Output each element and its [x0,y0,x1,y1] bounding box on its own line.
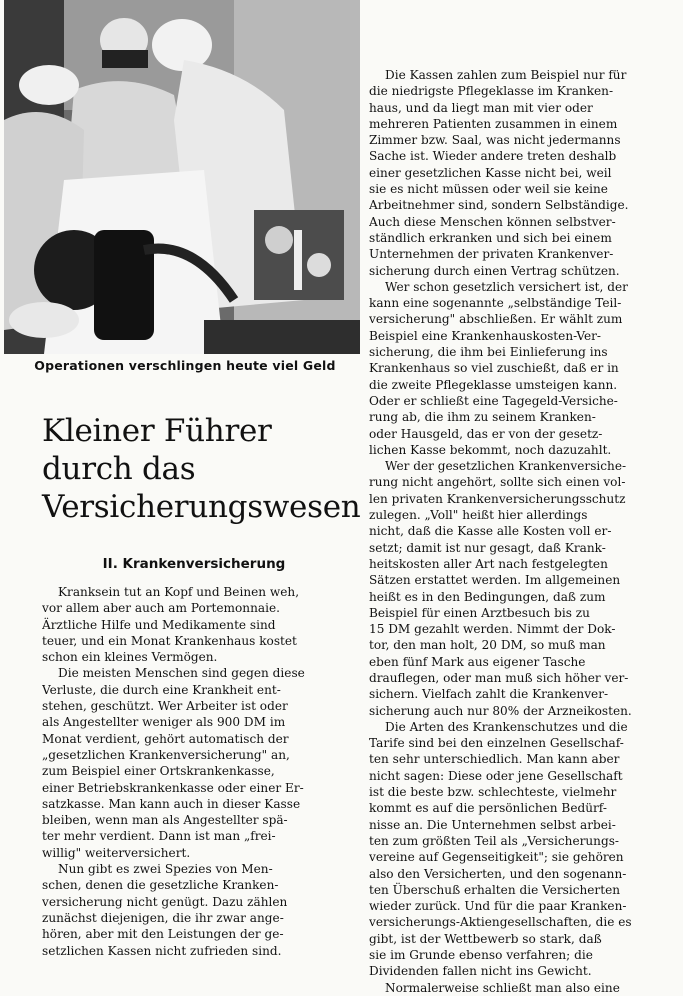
text-line: Wer schon gesetzlich versichert ist, der [385,279,628,294]
text-line: ten zum größten Teil als „Versicherungs- [369,833,619,848]
text-line: ständlich erkranken und sich bei einem [369,230,612,245]
article-headline [42,412,362,526]
text-line: satzkasse. Man kann auch in dieser Kasse [42,796,301,811]
text-line: tor, den man holt, 20 DM, so muß man [369,638,606,653]
text-line: die niedrigste Pflegeklasse im Kranken- [369,84,614,99]
text-line: kommt es auf die persönlichen Bedürf- [369,801,607,816]
text-line: Tarife sind bei den einzelnen Gesellschaf- [369,736,624,751]
text-line: sicherung, die ihm bei Einlieferung ins [369,345,608,360]
text-line: die zweite Pflegeklasse umsteigen kann. [369,377,618,392]
text-line: vereine auf Gegenseitigkeit"; sie gehören [369,850,624,865]
text-line: rung nicht angehört, sollte sich einen vol- [369,475,626,490]
text-line: einer Betriebskrankenkasse oder einer Er- [42,780,304,795]
headline-line: Versicherungswesen [42,489,361,525]
text-line: ter mehr verdient. Dann ist man „frei- [42,829,276,844]
text-line: heißt es in den Bedingungen, daß zum [369,589,606,604]
right-column [369,67,672,996]
text-line: schon ein kleines Vermögen. [42,650,218,665]
text-line: Nun gibt es zwei Spezies von Men- [58,862,273,877]
text-line: Wer der gesetzlichen Krankenversiche- [385,459,627,474]
text-line: Beispiel eine Krankenhauskosten-Ver- [369,328,601,343]
text-line: bleiben, wenn man als Angestellter spä- [42,813,288,828]
photo-caption: Operationen verschlingen heute viel Geld [34,358,336,373]
text-line: als Angestellter weniger als 900 DM im [42,715,286,730]
text-line: drauflegen, oder man muß sich höher ver- [369,670,629,685]
text-line: setzt; damit ist nur gesagt, daß Krank- [369,540,606,555]
text-line: Zimmer bzw. Saal, was nicht jedermanns [369,133,621,148]
text-line: 15 DM gezahlt werden. Nimmt der Dok- [369,622,616,637]
text-line: Arbeitnehmer sind, sondern Selbständige. [369,198,629,213]
text-line: kann eine sogenannte „selbständige Teil- [369,296,622,311]
text-line: Sätzen erstattet werden. Im allgemeinen [369,573,621,588]
text-line: gibt, ist der Wettbewerb so stark, daß [369,931,602,946]
paragraph [369,980,672,996]
text-line: setzlichen Kassen nicht zufrieden sind. [42,943,282,958]
text-line: zum Beispiel einer Ortskrankenkasse, [42,764,275,779]
text-line: nisse an. Die Unternehmen selbst arbei- [369,817,616,832]
text-line: versicherungs-Aktiengesellschaften, die es [369,915,632,930]
text-line: Krankenhaus so viel zuschießt, daß er in [369,361,619,376]
paragraph [42,665,342,861]
text-line: Die meisten Menschen sind gegen diese [58,666,305,681]
text-line: Kranksein tut an Kopf und Beinen weh, [58,585,300,599]
text-line: ten Überschuß erhalten die Versicherten [369,882,621,897]
text-line: ist die beste bzw. schlechteste, vielmehr [369,785,617,800]
text-line: ten sehr unterschiedlich. Man kann aber [369,752,620,767]
text-line: also den Versicherten, und den sogenann- [369,866,627,881]
paragraph [42,584,342,665]
text-line: sie es nicht müssen oder weil sie keine [369,182,608,197]
text-line: Die Kassen zahlen zum Beispiel nur für [385,68,627,82]
text-line: sie im Grunde ebenso verfahren; die [369,948,593,963]
text-line: sicherung auch nur 80% der Arzneikosten. [369,703,632,718]
text-line: lichen Kasse bekommt, noch dazuzahlt. [369,442,612,457]
text-line: sichern. Vielfach zahlt die Krankenver- [369,687,609,702]
text-line: rung ab, die ihm zu seinem Kranken- [369,410,596,425]
headline-line: Kleiner Führer [42,413,272,449]
text-line: vor allem aber auch am Portemonnaie. [42,601,280,616]
text-line: zunächst diejenigen, die ihr zwar ange- [42,910,284,925]
text-line: versicherung" abschließen. Er wählt zum [369,312,623,327]
text-line: heitskosten aller Art nach festgelegten [369,556,608,571]
text-line: Verluste, die durch eine Krankheit ent- [42,682,281,697]
text-line: schen, denen die gesetzliche Kranken- [42,878,279,893]
surgery-photo [4,0,360,354]
surgery-photo-illustration [4,0,360,354]
text-line: wieder zurück. Und für die paar Kranken- [369,899,627,914]
text-line: Auch diese Menschen können selbstver- [369,214,616,229]
text-line: Unternehmen der privaten Krankenver- [369,247,614,262]
text-line: nicht, daß die Kasse alle Kosten voll er- [369,524,612,539]
text-line: teuer, und ein Monat Krankenhaus kostet [42,633,297,648]
section-title: II. Krankenversicherung [102,556,286,572]
text-line: Ärztliche Hilfe und Medikamente sind [42,617,276,632]
text-line: zulegen. „Voll" heißt hier allerdings [369,508,588,523]
text-line: versicherung nicht genügt. Dazu zählen [42,894,288,909]
text-line: Sache ist. Wieder andere treten deshalb [369,149,617,164]
text-line: einer gesetzlichen Kasse nicht bei, weil [369,165,612,180]
text-line: len privaten Krankenversicherungsschutz [369,491,626,506]
text-line: Monat verdient, gehört automatisch der [42,731,289,746]
text-line: Normalerweise schließt man also eine [385,980,620,995]
text-line: Dividenden fallen nicht ins Gewicht. [369,964,592,979]
left-column [42,584,342,959]
text-line: stehen, geschützt. Wer Arbeiter ist oder [42,699,288,714]
paragraph [369,279,672,458]
paragraph [369,67,672,279]
text-line: oder Hausgeld, das er von der gesetz- [369,426,603,441]
text-line: sicherung durch einen Vertrag schützen. [369,263,620,278]
text-line: „gesetzlichen Krankenversicherung" an, [42,747,290,762]
paragraph [42,861,342,959]
text-line: Oder er schließt eine Tagegeld-Versiche- [369,393,618,408]
text-line: nicht sagen: Diese oder jene Gesellschaft [369,768,623,783]
headline-line: durch das [42,451,196,487]
text-line: willig" weiterversichert. [42,845,191,860]
text-line: eben fünf Mark aus eigener Tasche [369,654,586,669]
text-line: mehreren Patienten zusammen in einem [369,116,618,131]
text-line: Beispiel für einen Arztbesuch bis zu [369,605,590,620]
text-line: hören, aber mit den Leistungen der ge- [42,927,284,942]
text-line: Die Arten des Krankenschutzes und die [385,719,628,734]
paragraph [369,458,672,719]
paragraph [369,719,672,980]
text-line: haus, und da liegt man mit vier oder [369,100,593,115]
